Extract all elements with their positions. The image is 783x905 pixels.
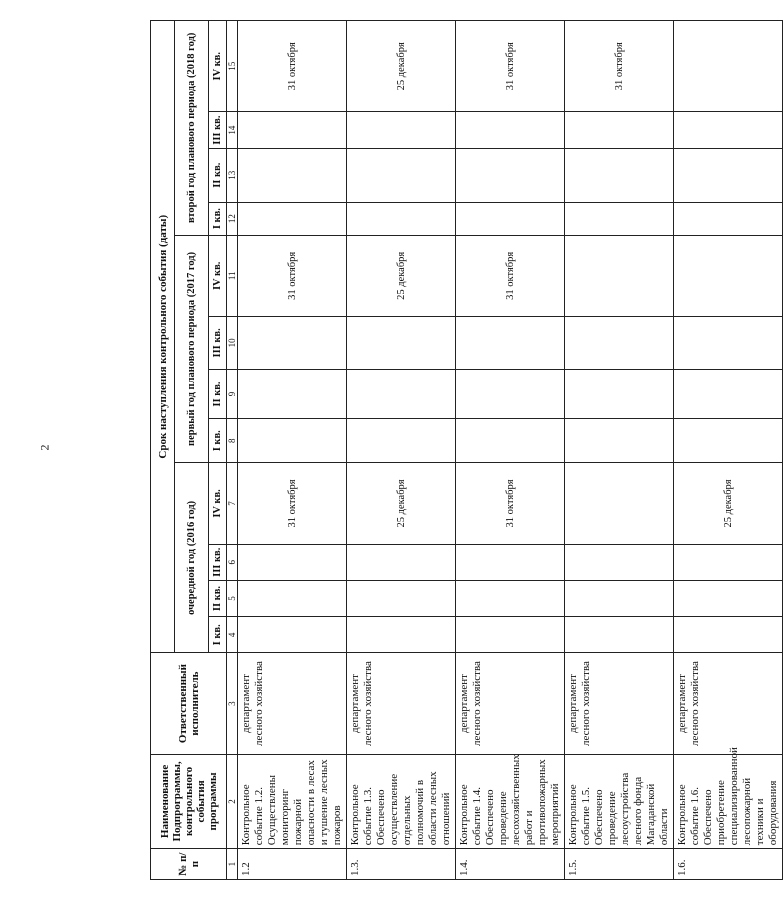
event-name: Контрольное событие 1.5. Обеспечено проведение лесоустройства лесного фонда Магаданской области [565,754,674,849]
page-number: 2 [37,444,52,451]
event-name: Контрольное событие 1.3. Обеспечено осуществление отдельных полномочий в области лесных отношений [347,754,456,849]
header-year-2018: второй год планового периода (2018 год) [175,21,209,236]
date-2018-q4: 31 октября [565,21,674,112]
header-q4-2016: IV кв. [209,463,227,544]
header-q3-2016: III кв. [209,544,227,580]
date-2016-q4: 31 октября [456,463,565,544]
col-number: 8 [227,419,238,463]
header-year-2016: очередной год (2016 год) [175,463,209,653]
date-2018-q4: 25 декабря [347,21,456,112]
header-q1-2018: I кв. [209,202,227,235]
date-2016-q4: 25 декабря [674,463,783,544]
header-name: Наименование Подпрограммы, контрольного события программы [151,754,227,849]
date-2017-q4 [674,235,783,316]
table-row [456,21,565,880]
header-q3-2017: III кв. [209,317,227,370]
col-number: 9 [227,369,238,418]
row-number: 1.3. [347,849,456,880]
table-row [347,21,456,880]
event-name: Контрольное событие 1.6. Обеспечено приобретение специализированной лесопожарной техники и оборудования [674,754,783,849]
date-2018-q4: 31 октября [456,21,565,112]
header-q1-2017: I кв. [209,419,227,463]
rotated-table-wrapper [150,20,779,880]
header-q1-2016: I кв. [209,617,227,653]
col-number: 13 [227,148,238,202]
col-number: 15 [227,21,238,112]
col-number: 10 [227,317,238,370]
header-q4-2017: IV кв. [209,235,227,316]
table-row [565,21,674,880]
col-number: 1 [227,849,238,880]
row-number: 1.5. [565,849,674,880]
row-number: 1.4. [456,849,565,880]
event-executor: департамент лесного хозяйства [456,653,565,754]
event-executor: департамент лесного хозяйства [674,653,783,754]
date-2018-q4 [674,21,783,112]
col-number: 5 [227,580,238,616]
date-2016-q4 [565,463,674,544]
header-q2-2016: II кв. [209,580,227,616]
date-2016-q4: 31 октября [238,463,347,544]
col-number: 3 [227,653,238,754]
col-number: 2 [227,754,238,849]
date-2017-q4 [565,235,674,316]
event-executor: департамент лесного хозяйства [347,653,456,754]
col-number: 14 [227,112,238,148]
header-period: Срок наступления контрольного события (даты) [151,21,175,653]
col-number: 7 [227,463,238,544]
date-2016-q4: 25 декабря [347,463,456,544]
event-executor: департамент лесного хозяйства [565,653,674,754]
header-q2-2018: II кв. [209,148,227,202]
header-q3-2018: III кв. [209,112,227,148]
date-2017-q4: 31 октября [456,235,565,316]
date-2018-q4: 31 октября [238,21,347,112]
col-number: 4 [227,617,238,653]
event-name: Контрольное событие 1.4. Обеспечено проведение лесохозяйственных работ и противопожарных мероприятий [456,754,565,849]
col-number: 6 [227,544,238,580]
header-year-2017: первый год планового периода (2017 год) [175,235,209,463]
header-executor: Ответственный исполнитель [151,653,227,754]
header-q2-2017: II кв. [209,369,227,418]
date-2017-q4: 25 декабря [347,235,456,316]
header-num: № п/п [151,849,227,880]
col-number: 12 [227,202,238,235]
row-number: 1.6. [674,849,783,880]
control-events-table [150,20,783,880]
table-row [238,21,347,880]
event-executor: департамент лесного хозяйства [238,653,347,754]
header-q4-2018: IV кв. [209,21,227,112]
event-name: Контрольное событие 1.2. Осуществлены мониторинг пожарной опасности в лесах и тушение лесных пожаров [238,754,347,849]
table-row [674,21,783,880]
col-number: 11 [227,235,238,316]
date-2017-q4: 31 октября [238,235,347,316]
row-number: 1.2 [238,849,347,880]
